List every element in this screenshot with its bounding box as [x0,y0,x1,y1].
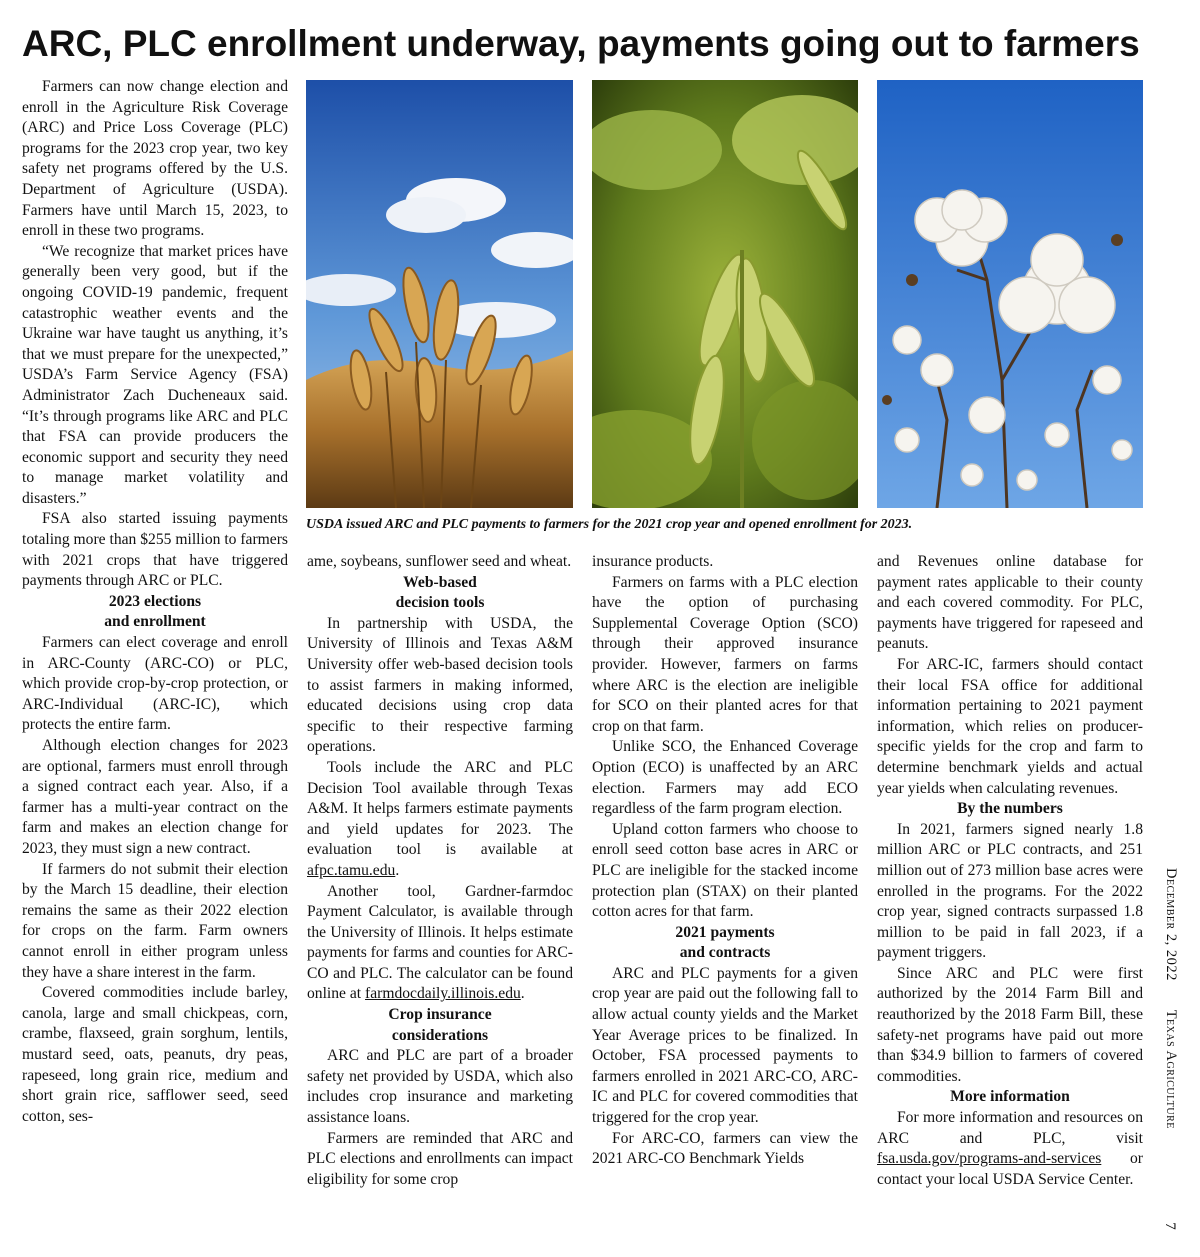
subheading-line: Crop insurance [388,1006,492,1024]
wheat-image [306,80,573,508]
publication-name: Texas Agriculture [1163,1009,1179,1129]
farmdoc-link[interactable]: farmdocdaily.illinois.edu [365,985,521,1003]
paragraph-text: . [520,985,525,1003]
article-column-1 [22,77,288,1127]
afpc-link[interactable]: afpc.tamu.edu [307,861,396,879]
paragraph: Farmers can elect coverage and enroll in ARC-County (ARC-CO) or PLC, which provide crop-by-crop protection, or ARC-Individual (ARC-IC), which protects the entire farm. [22,634,288,734]
subheading-2021-payments [592,923,858,964]
issue-date-and-publication [1162,868,1179,1129]
fsa-link[interactable]: fsa.usda.gov/programs-and-services [877,1150,1102,1168]
paragraph: Farmers are reminded that ARC and PLC elections and enrollments can impact eligibility for some crop [307,1129,573,1188]
soybean-image [592,80,858,508]
paragraph: FSA also started issuing payments totaling more than $255 million to farmers with 2021 crops that have triggered payments through ARC or PLC. [22,510,288,590]
paragraph: In 2021, farmers signed nearly 1.8 million ARC or PLC contracts, and 251 million out of 273 million base acres were enrolled in the programs. For the 2022 crop year, signed contracts surpassed 1.8 million to be paid in fall 2023, if a payment triggers. [877,820,1143,962]
paragraph-text: Tools include the ARC and PLC Decision Tool available through Texas A&M. It helps farmers estimate payments and yield updates for 2023. The evaluation tool is available at [307,758,573,859]
paragraph: Although election changes for 2023 are optional, farmers must enroll through a signed contract each year. Also, if a farmer has a multi-year contract on the farm and makes an election change for 2023, they must sign a new contract. [22,737,288,857]
subheading-more-information: More information [950,1088,1070,1106]
paragraph: ARC and PLC payments for a given crop year are paid out the following fall to allow actual county yields and the Market Year Average prices to be finalized. In October, FSA processed payments to farmers enrolled in 2021 ARC-CO, ARC-IC and PLC for covered commodities that triggered for the crop year. [592,964,858,1127]
article-column-3 [592,552,858,1170]
paragraph: For ARC-IC, farmers should contact their local FSA office for additional information pertaining to 2021 payment information, which relies on producer-specific yields for the crop and farm to determine benchmark yields and actual year yields when calculating revenues. [877,655,1143,797]
paragraph: ame, soybeans, sunflower seed and wheat. [307,553,572,570]
paragraph [307,882,573,1006]
paragraph: and Revenues online database for payment rates applicable to their county and each covered commodity. For PLC, payments have triggered for rapeseed and peanuts. [877,553,1143,653]
subheading-web-based-tools [307,573,573,614]
cotton-photo [877,80,1143,508]
cotton-image [877,80,1143,508]
article-column-4 [877,552,1143,1190]
paragraph: ARC and PLC are part of a broader safety net provided by USDA, which also includes crop insurance and marketing assistance loans. [307,1047,573,1127]
paragraph: Farmers can now change election and enroll in the Agriculture Risk Coverage (ARC) and Price Loss Coverage (PLC) programs for the 2023 crop year, two key safety net programs offered by the U.S. Department of Agriculture (USDA). Farmers have until March 15, 2023, to enroll in these two programs. [22,78,288,240]
paragraph: “We recognize that market prices have generally been very good, but if the ongoing COVID-19 pandemic, frequent catastrophic weather events and the Ukraine war have taught us anything, it’s that we must prepare for the unexpected,” USDA’s Farm Service Agency (FSA) Administrator Zach Ducheneaux said. “It’s through programs like ARC and PLC that FSA can provide producers the economic support and security they need to manage market volatility and disasters.” [22,242,288,507]
subheading-line: and enrollment [104,613,206,631]
paragraph-text: . [395,861,400,879]
paragraph: Since ARC and PLC were first authorized by the 2014 Farm Bill and reauthorized by the 2018 Farm Bill, these safety-net programs have paid out more than $34.9 billion to farmers of covered commodities. [877,964,1143,1085]
paragraph: If farmers do not submit their election by the March 15 deadline, their election remains the same as their 2022 election for crops on the farm. Farm owners cannot enroll in either program unless they have a share interest in the farm. [22,860,288,981]
headline: ARC, PLC enrollment underway, payments going out to farmers [22,23,1140,64]
page-number: 7 [1162,1222,1178,1230]
paragraph [877,1108,1143,1190]
paragraph-text: or contact your local USDA Service Center. [877,1150,1143,1188]
subheading-line: and contracts [679,944,771,962]
subheading-line: 2021 payments [675,923,775,941]
photo-caption: USDA issued ARC and PLC payments to farmers for the 2021 crop year and opened enrollment for 2023. [306,517,913,532]
paragraph: For ARC-CO, farmers can view the 2021 ARC-CO Benchmark Yields [592,1129,858,1168]
paragraph: In partnership with USDA, the University of Illinois and Texas A&M University offer web-based decision tools to assist farmers in making informed, educated decisions using crop data specific to their respective farming operations. [307,614,573,756]
subheading-crop-insurance [307,1005,573,1046]
subheading-line: Web-based [403,573,477,591]
subheading-line: decision tools [395,594,485,612]
paragraph-text: Another tool, Gardner-farmdoc Payment Calculator, is available through the University of Illinois. It helps estimate payments for farms and counties for ARC-CO and PLC. The calculator can be found online at [307,882,573,1003]
article-column-2 [307,552,573,1190]
paragraph [307,758,573,882]
page-footer-sidebar [1162,868,1182,1208]
issue-date: December 2, 2022 [1163,868,1179,981]
subheading-by-the-numbers: By the numbers [957,800,1063,818]
soybean-photo [592,80,858,508]
subheading-2023-elections [22,592,288,633]
subheading-line: 2023 elections [108,592,202,610]
paragraph: Covered commodities include barley, canola, large and small chickpeas, corn, crambe, flaxseed, grain sorghum, lentils, mustard seed, oats, peanuts, dry peas, rapeseed, long grain rice, medium and short grain rice, safflower seed, seed cotton, ses- [22,984,288,1125]
paragraph-text: For more information and resources on ARC and PLC, visit [877,1109,1143,1147]
wheat-photo [306,80,573,508]
paragraph: insurance products. [592,553,714,570]
subheading-line: considerations [391,1026,489,1044]
paragraph: Upland cotton farmers who choose to enroll seed cotton base acres in ARC or PLC are ineligible for the stacked income protection plan (STAX) on their planted cotton acres for that farm. [592,820,858,921]
paragraph: Unlike SCO, the Enhanced Coverage Option (ECO) is unaffected by an ARC election. Farmers may add ECO regardless of the farm program election. [592,738,858,818]
paragraph: Farmers on farms with a PLC election have the option of purchasing Supplemental Coverage Option (SCO) through their approved insurance provider. However, farmers on farms where ARC is the election are ineligible for SCO on their planted acres for that crop on that farm. [592,573,858,735]
